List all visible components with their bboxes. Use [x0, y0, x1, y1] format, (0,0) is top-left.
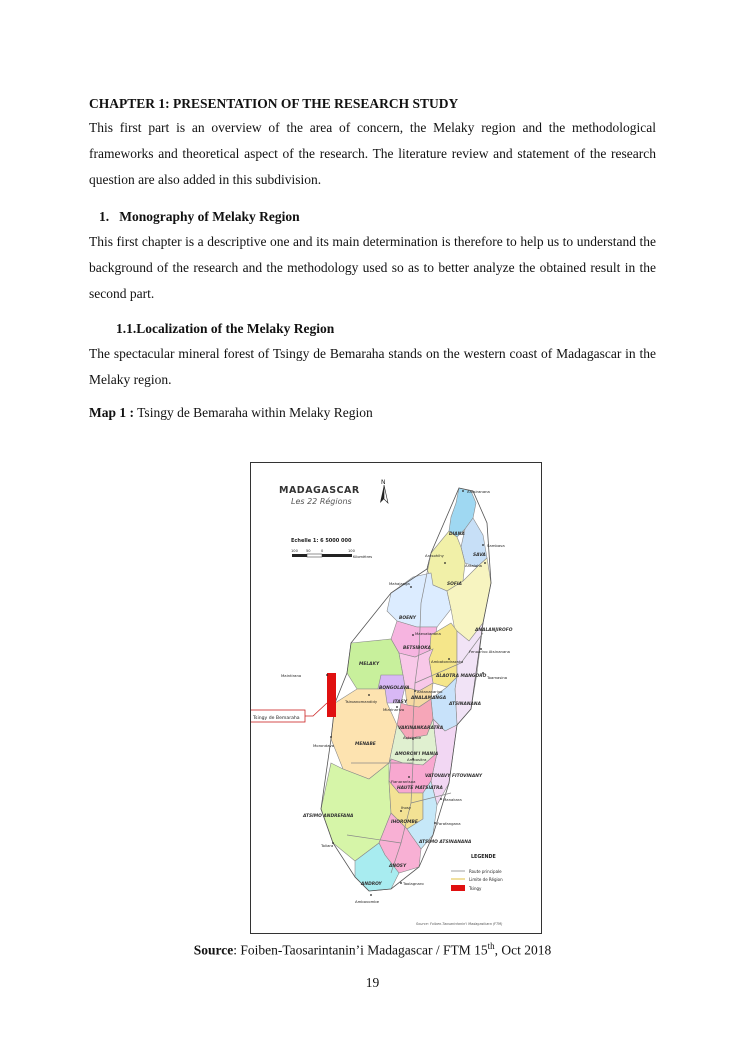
- town-label-21: Ambovombe: [355, 899, 380, 904]
- region-label-4: ANALANJIROFO: [475, 628, 513, 633]
- source-label: Source: [193, 942, 234, 958]
- region-label-8: ANALAMANGA: [411, 696, 447, 701]
- scale-tick-3: 0: [321, 549, 324, 553]
- region-label-14: AMORON'I MANIA: [395, 752, 439, 757]
- region-label-0: DIANA: [449, 532, 465, 537]
- town-label-19: Toliara: [321, 843, 334, 848]
- page-number: 19: [365, 975, 380, 990]
- page-body: [89, 96, 656, 425]
- town-label-6: Ambatondrazaka: [431, 659, 464, 664]
- intro-paragraph: This first part is an overview of the area of concern, the Melaky region and the methodological frameworks and theoretical aspect of the research. The literature review and statement of the research question are also added in this subdivision.: [89, 120, 656, 187]
- region-label-20: ANOSY: [389, 864, 407, 869]
- town-label-22: Antsohihy: [425, 553, 444, 558]
- source-sup: th: [487, 941, 495, 951]
- town-label-1: Sambava: [487, 543, 505, 548]
- region-label-9: BONGOLAVA: [379, 686, 410, 691]
- callout-label: Tsingy de Bemaraha: [253, 716, 300, 721]
- region-label-12: VAKINANKARATRA: [398, 726, 444, 731]
- town-label-0: Antsiranana: [467, 489, 490, 494]
- town-label-9: Tsiroanomandidy: [345, 699, 378, 704]
- town-label-10: Miarinarivo: [383, 707, 405, 712]
- section-1-paragraph: This first chapter is a descriptive one and its main determination is therefore to help us to understand the background of the research and the methodology used so as to better analyze the obtained result in the second part.: [89, 234, 656, 301]
- legend-item-limit: Limite de Région: [469, 877, 503, 882]
- region-label-7: ALAOTRA MANGORO: [436, 674, 487, 679]
- town-label-16: Manakara: [443, 797, 462, 802]
- scale-label: Echelle 1: 6 5000 000: [291, 538, 352, 544]
- map-title: MADAGASCAR: [279, 485, 360, 496]
- chapter-heading: CHAPTER 1: PRESENTATION OF THE RESEARCH STUDY: [89, 96, 459, 111]
- section-1-heading: [99, 205, 656, 229]
- town-label-4: Maevatanana: [415, 631, 441, 636]
- legend-item-tsingy: Tsingy: [469, 886, 482, 891]
- source-date: , Oct 2018: [494, 942, 552, 958]
- map-caption-label: Map 1 :: [89, 405, 134, 420]
- north-arrow-icon: [380, 479, 388, 503]
- region-label-19: ATSIMO ATSINANANA: [419, 840, 472, 845]
- scale-tick-2: 50: [306, 549, 311, 553]
- town-label-20: Taolagnaro: [403, 881, 424, 886]
- scale-unit: Kilomètres: [353, 555, 373, 559]
- tsingy-marker: [327, 673, 336, 717]
- region-label-11: ATSINANANA: [449, 702, 481, 707]
- map-caption: [89, 401, 656, 425]
- map-legend: [451, 854, 503, 891]
- region-label-5: BETSIBOKA: [403, 646, 432, 651]
- section-1-1-heading: 1.1.Localization of the Melaky Region: [116, 321, 335, 336]
- region-label-15: VATOVAVY FITOVINANY: [425, 774, 483, 779]
- region-label-21: ANDROY: [361, 882, 382, 887]
- town-label-13: Morondava: [313, 743, 335, 748]
- region-label-2: SOFIA: [447, 582, 462, 587]
- scale-tick-4: 100: [348, 549, 355, 553]
- tsingy-callout: [251, 703, 327, 722]
- region-label-6: MELAKY: [359, 662, 380, 667]
- town-label-7: Toamasina: [487, 675, 508, 680]
- town-label-5: Fenoarivo Atsinanana: [469, 649, 511, 654]
- town-label-18: Farafangana: [437, 821, 461, 826]
- figure-source: [0, 941, 745, 959]
- town-label-17: Ihosy: [401, 805, 412, 810]
- region-label-10: ITASY: [393, 700, 408, 705]
- town-label-2: Antalaha: [465, 563, 482, 568]
- section-1-number: 1.: [99, 209, 110, 224]
- region-label-3: BOENY: [399, 616, 416, 621]
- town-label-11: Antananarivo: [417, 689, 443, 694]
- town-label-12: Antsirabe: [403, 735, 422, 740]
- map-source-note: Source: Foiben-Taosarintanin'i Madagasikara (FTM): [416, 922, 503, 926]
- town-label-8: Maintirano: [281, 673, 302, 678]
- town-label-3: Mahajanga: [389, 581, 410, 586]
- source-text: : Foiben-Taosarintanin’i Madagascar / FTM 15: [233, 942, 488, 958]
- legend-title: LEGENDE: [471, 855, 496, 860]
- town-label-15: Fianarantsoa: [391, 779, 416, 784]
- scale-bar: [291, 549, 372, 559]
- section-1-1-paragraph: The spectacular mineral forest of Tsingy de Bemaraha stands on the western coast of Madagascar in the Melaky region.: [89, 346, 656, 387]
- region-label-18: IHOROMBE: [391, 820, 418, 825]
- legend-item-road: Route principale: [469, 869, 502, 874]
- region-label-13: MENABE: [355, 742, 376, 747]
- section-1-title: Monography of Melaky Region: [119, 209, 300, 224]
- map-figure: [250, 462, 542, 934]
- town-label-14: Ambositra: [407, 757, 427, 762]
- region-label-1: SAVA: [473, 553, 486, 558]
- north-label: N: [381, 479, 386, 486]
- map-caption-text: Tsingy de Bemaraha within Melaky Region: [134, 405, 373, 420]
- map-subtitle: Les 22 Régions: [291, 497, 352, 506]
- scale-tick-1: 100: [291, 549, 298, 553]
- region-label-17: ATSIMO ANDREFANA: [303, 814, 354, 819]
- region-label-16: HAUTE MATSIATRA: [397, 786, 443, 791]
